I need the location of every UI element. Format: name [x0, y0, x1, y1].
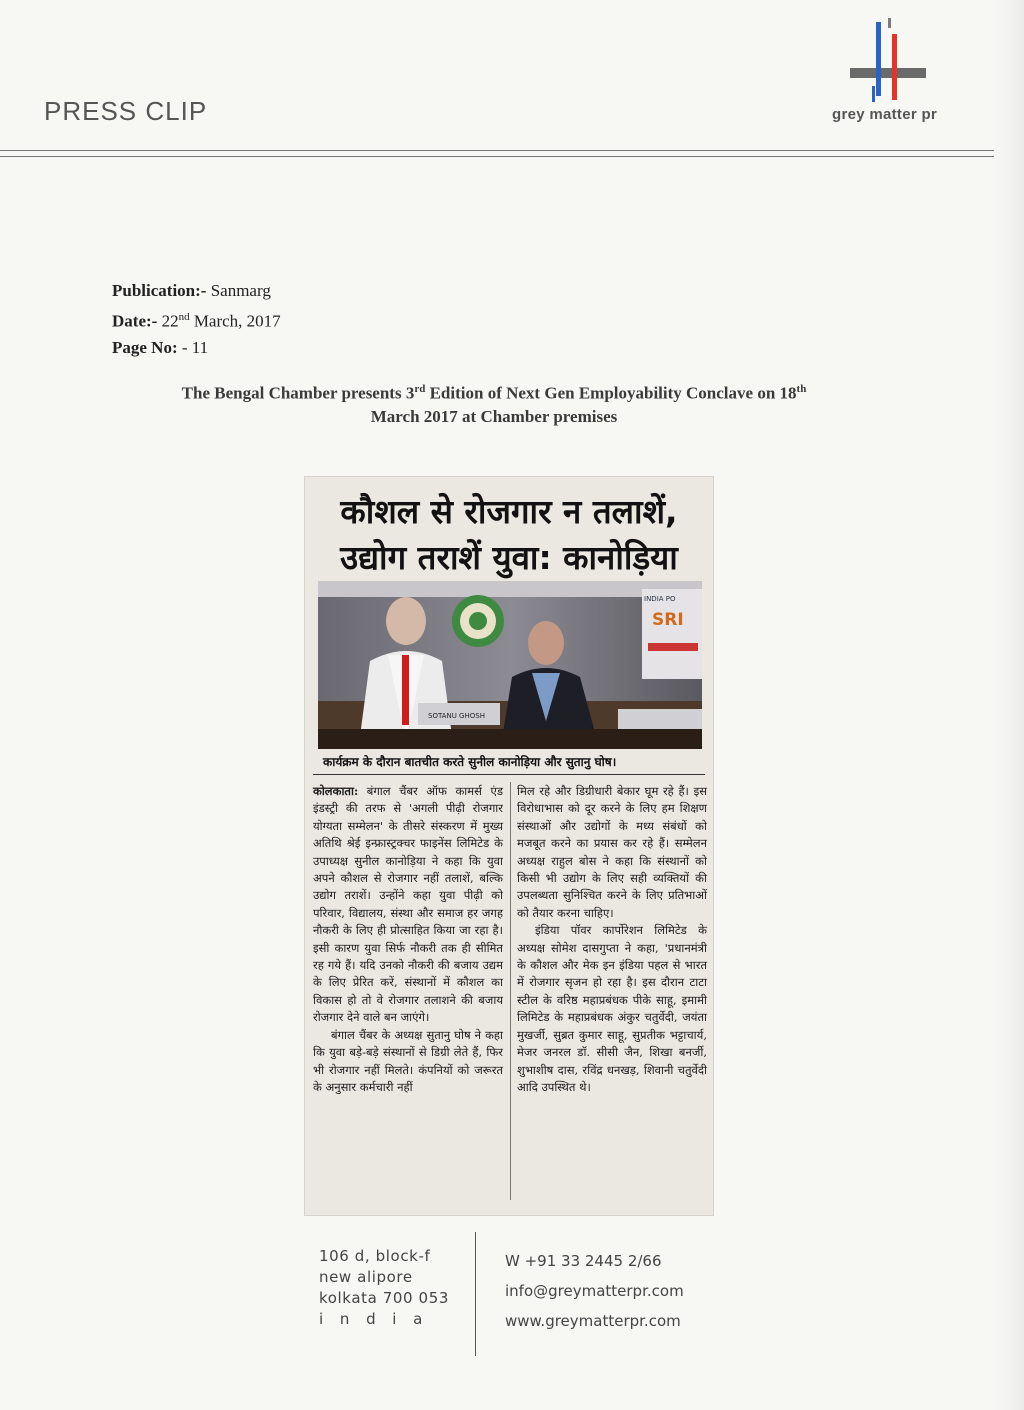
publication-meta: [112, 278, 281, 361]
date-day: 22: [161, 311, 179, 331]
date-suffix: nd: [178, 311, 190, 323]
column-1-paragraph-2: बंगाल चैंबर के अध्यक्ष सुतानु घोष ने कहा कि युवा बड़े-बड़े संस्थानों से डिग्री लेते हैं, फिर भी रोजगार नहीं मिलते। कंपनियों को जरूरत के अनुसार कर्मचारी नहीं: [313, 1027, 503, 1094]
address-line-2: new alipore: [319, 1268, 413, 1286]
column-2-paragraph-1: मिल रहे और डिग्रीधारी बेकार घूम रहे हैं। इस विरोधाभास को दूर करने के लिए हम शिक्षण संस्थाओं और उद्योगों के मध्य संबंधों को मजबूत करने का प्रयास कर रहे हैं। सम्मेलन अध्यक्ष राहुल बोस ने कहा कि संस्थानों को किसी भी उद्योग के लिए सही व्यक्तियों की उपलब्धता सुनिश्चित करने के लिए प्रतिभाओं को तैयार करना चाहिए।: [517, 784, 707, 920]
article-headline: [130, 378, 858, 428]
clipping-headline-line2: उद्योग तराशें युवा: कानोड़िया: [340, 538, 678, 577]
footer-contact: [505, 1246, 684, 1336]
headline-part1: The Bengal Chamber presents 3: [181, 383, 415, 403]
column-divider: [510, 782, 511, 1200]
date-label: Date:-: [112, 311, 158, 331]
news-photo: [318, 581, 702, 749]
page-value: - 11: [181, 337, 209, 357]
news-photo-illustration: [318, 581, 702, 749]
photo-sign: SRI: [652, 610, 684, 630]
page-line: [112, 335, 281, 361]
column-1-paragraph-1: बंगाल चैंबर ऑफ कामर्स एंड इंडस्ट्री की तरफ से 'अगली पीढ़ी रोजगार योग्यता सम्मेलन' के तीसरे संस्करण में मुख्य अतिथि श्रेई इन्फ्रास्ट्रक्चर फाइनेंस लिमिटेड के उपाध्यक्ष सुनील कानोड़िया ने कहा कि युवा अपने कौशल से रोजगार नहीं तलाशें, बल्कि उद्योग तराशें। उन्होंने कहा युवा पीढ़ी को परिवार, विद्यालय, संस्था और समाज हर जगह नौकरी के लिए ही प्रोत्साहित किया जा रहा है। इसी कारण युवा सिर्फ नौकरी तक ही सीमित रह गये हैं। यदि उनको नौकरी की बजाय उद्यम के लिए प्रेरित करें, संस्थानों में कौशल का विकास हो तो वे रोजगार तलाशने की बजाय रोजगार देने वाले बन जाएंगे।: [313, 784, 503, 1025]
brand-name: grey matter pr: [832, 106, 938, 123]
headline-sup1: rd: [414, 383, 426, 395]
photo-nameplate: SOTANU GHOSH: [428, 712, 485, 720]
address-line-4: i n d i a: [319, 1310, 423, 1328]
page-edge: [994, 0, 1024, 1410]
dateline: कोलकाता:: [313, 784, 359, 798]
address-line-1: 106 d, block-f: [319, 1247, 431, 1265]
footer-email[interactable]: info@greymatterpr.com: [505, 1282, 684, 1300]
article-column-2: [517, 783, 707, 1096]
page-title: PRESS CLIP: [44, 96, 208, 126]
footer-divider: [475, 1232, 476, 1356]
company-logo: [830, 18, 950, 128]
page-label: Page No:: [112, 337, 178, 357]
footer-address: [319, 1246, 449, 1330]
article-column-1: [313, 783, 503, 1096]
header-rule-bottom: [0, 156, 994, 157]
column-2-paragraph-2: इंडिया पॉवर कार्पोरेशन लिमिटेड के अध्यक्ष सोमेश दासगुप्ता ने कहा, 'प्रधानमंत्री के कौशल और मेक इन इंडिया पहल से भारत में रोजगार सृजन हो रहा है। इस दौरान टाटा स्टील के वरिष्ठ महाप्रबंधक पीके साहू, इमामी लिमिटेड के महाप्रबंधक अंकुर चतुर्वेदी, जयंता मुखर्जी, सुब्रत कुमार साहू, सुप्रतीक भट्टाचार्य, मेजर जनरल डॉ. सीसी जैन, शिखा बनर्जी, शुभाशीष दास, रविंद्र धनखड़, शिवानी चतुर्वेदी आदि उपस्थित थे।: [517, 923, 707, 1094]
caption-rule: [313, 774, 705, 775]
date-rest: March, 2017: [193, 311, 281, 331]
photo-caption: कार्यक्रम के दौरान बातचीत करते सुनील कानोड़िया और सुतानु घोष।: [323, 755, 617, 769]
publication-label: Publication:-: [112, 281, 207, 300]
publication-value: Sanmarg: [210, 281, 271, 300]
headline-part2: Edition of Next Gen Employability Conclave on 18: [425, 383, 797, 403]
header-rule-top: [0, 150, 994, 151]
clipping-headline-line1: कौशल से रोजगार न तलाशें,: [340, 492, 678, 531]
publication-line: [112, 278, 281, 304]
grey-matter-logo-icon: [848, 18, 928, 102]
headline-line2: March 2017 at Chamber premises: [370, 406, 618, 426]
date-line: [112, 304, 281, 335]
newspaper-clipping: [305, 477, 713, 1215]
clipping-headline: [305, 489, 713, 581]
address-line-3: kolkata 700 053: [319, 1289, 449, 1307]
photo-tag: INDIA PO: [644, 595, 676, 603]
footer-phone: W +91 33 2445 2/66: [505, 1252, 662, 1270]
headline-sup2: th: [796, 383, 807, 395]
footer-website[interactable]: www.greymatterpr.com: [505, 1312, 681, 1330]
